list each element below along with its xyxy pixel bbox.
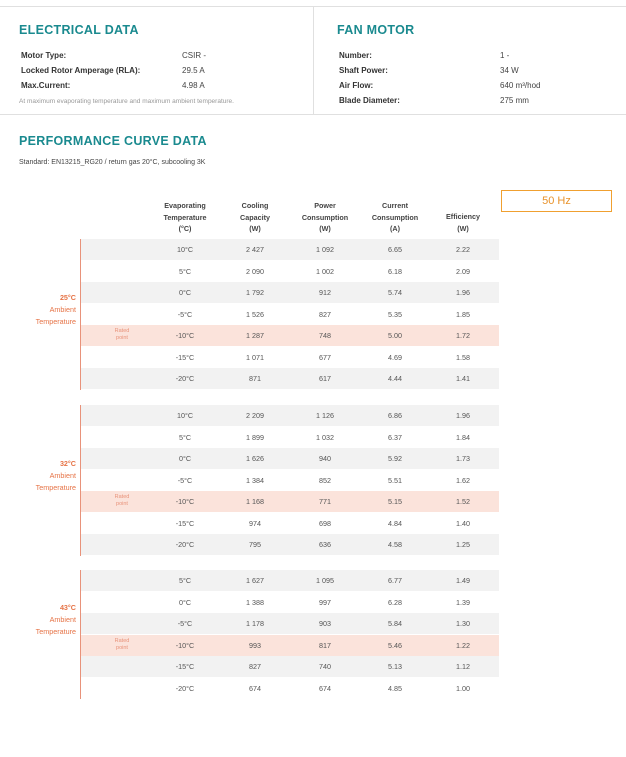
ambient-text: Ambient [49,471,76,480]
rated-point-label [107,494,137,508]
ambient-temperature-label [0,602,76,638]
cell-power-consumption: 1 032 [316,432,334,442]
cell-power-consumption: 827 [319,309,331,319]
table-row [81,534,499,555]
cell-current-consumption: 5.00 [388,331,402,340]
cell-power-consumption: 912 [319,288,331,297]
frequency-badge: 50 Hz [501,190,612,212]
table-row [81,613,499,634]
table-row [81,470,499,491]
cell-cooling-capacity: 1 792 [246,288,264,297]
cell-evaporating-temperature: -15°C [175,662,195,671]
cell-evaporating-temperature: 5°C [178,266,192,276]
cell-cooling-capacity: 1 388 [246,597,264,607]
col-header-line: Consumption [301,212,349,222]
cell-efficiency: 1.22 [456,640,470,650]
cell-evaporating-temperature: 10°C [176,245,194,254]
rated-point-text: point [116,501,128,507]
table-row [81,678,499,699]
cell-evaporating-temperature: -5°C [177,475,193,485]
cell-power-consumption: 940 [319,454,331,463]
col-header-line: Efficiency [446,212,480,221]
col-header-efficiency [423,211,503,234]
cell-evaporating-temperature: 10°C [176,411,194,420]
cell-cooling-capacity: 871 [249,374,261,383]
cell-power-consumption: 677 [319,352,331,362]
cell-current-consumption: 6.77 [388,576,402,585]
cell-efficiency: 1.41 [456,374,470,383]
cell-current-consumption: 4.44 [388,374,402,383]
cell-evaporating-temperature: -15°C [175,518,195,528]
table-row [81,513,499,534]
table-row [81,427,499,448]
table-row [81,592,499,613]
cell-power-consumption: 740 [319,662,331,671]
cell-efficiency: 1.96 [456,288,470,297]
col-header-evaporating-temperature [145,200,225,235]
table-row [81,448,499,469]
cell-evaporating-temperature: 0°C [178,454,192,463]
rated-point-label [107,328,137,342]
cell-cooling-capacity: 1 526 [246,309,264,319]
col-header-line: Temperature [163,212,207,222]
table-row-rated [81,325,499,346]
cell-cooling-capacity: 1 287 [246,331,264,340]
air-flow-value: 640 m³/hod [500,81,541,90]
cell-cooling-capacity: 1 627 [246,576,264,585]
cell-current-consumption: 5.15 [388,497,402,506]
cell-power-consumption: 1 095 [316,576,334,585]
cell-cooling-capacity: 1 168 [246,497,264,506]
table-row [81,282,499,303]
col-header-line: (W) [319,224,331,233]
cell-current-consumption: 5.13 [388,662,402,671]
cell-cooling-capacity: 674 [249,683,261,693]
cell-current-consumption: 4.85 [388,683,402,693]
cell-cooling-capacity: 1 178 [246,619,264,628]
cell-current-consumption: 6.37 [388,432,402,442]
cell-power-consumption: 1 126 [316,411,334,420]
cell-cooling-capacity: 1 899 [246,432,264,442]
table-row [81,239,499,260]
table-row [81,304,499,325]
col-header-line: Capacity [240,212,270,222]
cell-efficiency: 1.96 [456,411,470,420]
cell-cooling-capacity: 2 427 [246,245,264,254]
col-header-line: Power [314,201,336,210]
air-flow-label: Air Flow: [339,81,374,90]
rated-point-text: point [116,644,128,651]
cell-cooling-capacity: 2 090 [246,266,264,276]
cell-cooling-capacity: 827 [249,662,261,671]
col-header-line: (°C) [178,224,192,233]
cell-current-consumption: 5.51 [388,475,402,485]
cell-evaporating-temperature: 0°C [178,597,192,607]
cell-current-consumption: 5.74 [388,288,402,297]
cell-power-consumption: 636 [319,540,331,549]
cell-current-consumption: 4.58 [388,540,402,549]
cell-efficiency: 1.30 [456,619,470,628]
cell-evaporating-temperature: 5°C [178,576,192,585]
cell-efficiency: 1.25 [456,540,470,549]
cell-cooling-capacity: 2 209 [246,411,264,420]
cell-power-consumption: 698 [319,518,331,528]
cell-evaporating-temperature: -10°C [175,331,195,340]
ambient-temperature-label [0,292,76,328]
cell-cooling-capacity: 1 626 [246,454,264,463]
rated-point-text: Rated [114,494,130,500]
cell-efficiency: 1.40 [456,518,470,528]
cell-current-consumption: 6.18 [388,266,402,276]
cell-evaporating-temperature: -10°C [175,497,195,506]
ambient-text: Temperature [35,483,76,492]
table-row [81,570,499,591]
cell-evaporating-temperature: 0°C [178,288,192,297]
cell-current-consumption: 5.92 [388,454,402,463]
cell-power-consumption: 997 [319,597,331,607]
cell-power-consumption: 748 [319,331,331,340]
table-row [81,347,499,368]
col-header-power-consumption [285,200,365,235]
cell-cooling-capacity: 1 071 [246,352,264,362]
rated-point-label [107,638,137,652]
cell-efficiency: 1.72 [456,331,470,340]
cell-power-consumption: 617 [319,374,331,383]
cell-current-consumption: 6.28 [388,597,402,607]
table-row [81,261,499,282]
rated-point-text: Rated [114,328,130,334]
cell-efficiency: 1.49 [456,576,470,585]
motor-type-value: CSIR - [182,51,206,60]
cell-evaporating-temperature: -20°C [175,540,195,549]
table-row [81,656,499,677]
cell-evaporating-temperature: -15°C [175,352,195,362]
cell-cooling-capacity: 1 384 [246,475,264,485]
col-header-line: (A) [390,224,400,233]
cell-efficiency: 1.73 [456,454,470,463]
motor-type-label: Motor Type: [21,51,67,60]
ambient-text: Ambient [49,614,76,624]
ambient-text: Ambient [49,305,76,314]
ambient-text: Temperature [35,626,76,636]
ambient-text: Temperature [35,317,76,326]
cell-efficiency: 2.09 [456,266,470,276]
cell-efficiency: 2.22 [456,245,470,254]
shaft-power-label: Shaft Power: [339,66,388,75]
ambient-value: 25°C [59,293,76,302]
cell-evaporating-temperature: -10°C [175,640,195,650]
cell-cooling-capacity: 993 [249,640,261,650]
cell-current-consumption: 6.86 [388,411,402,420]
cell-cooling-capacity: 795 [249,540,261,549]
table-row-rated [81,635,499,656]
rated-point-text: Rated [114,637,130,644]
rla-value: 29.5 A [182,66,205,75]
max-current-value: 4.98 A [182,81,205,90]
cell-current-consumption: 5.46 [388,640,402,650]
cell-efficiency: 1.85 [456,309,470,319]
performance-title: PERFORMANCE CURVE DATA [19,134,207,148]
cell-efficiency: 1.12 [456,662,470,671]
cell-evaporating-temperature: -5°C [177,309,193,319]
shaft-power-value: 34 W [500,66,519,75]
ambient-temperature-label [0,458,76,494]
cell-efficiency: 1.52 [456,497,470,506]
cell-efficiency: 1.58 [456,352,470,362]
col-header-line: (W) [249,224,261,233]
col-header-line: (W) [457,223,469,233]
cell-current-consumption: 5.84 [388,619,402,628]
cell-evaporating-temperature: -20°C [175,374,195,383]
ambient-value: 43°C [59,602,76,612]
cell-evaporating-temperature: -20°C [175,683,195,693]
cell-power-consumption: 852 [319,475,331,485]
cell-efficiency: 1.00 [456,683,470,693]
cell-power-consumption: 674 [319,683,331,693]
blade-diameter-label: Blade Diameter: [339,96,400,105]
blade-diameter-value: 275 mm [500,96,529,105]
cell-power-consumption: 1 092 [316,245,334,254]
col-header-cooling-capacity [215,200,295,235]
cell-power-consumption: 817 [319,640,331,650]
rla-label: Locked Rotor Amperage (RLA): [21,66,141,75]
cell-power-consumption: 771 [319,497,331,506]
table-row [81,405,499,426]
cell-current-consumption: 5.35 [388,309,402,319]
section-divider [313,6,314,114]
cell-current-consumption: 4.69 [388,352,402,362]
cell-evaporating-temperature: -5°C [177,619,193,628]
table-row [81,368,499,389]
electrical-note: At maximum evaporating temperature and maximum ambient temperature. [19,98,234,105]
electrical-title: ELECTRICAL DATA [19,23,139,37]
cell-efficiency: 1.84 [456,432,470,442]
performance-standard: Standard: EN13215_RG20 / return gas 20°C, subcooling 3K [19,159,206,166]
fan-number-value: 1 - [500,51,510,60]
cell-power-consumption: 903 [319,619,331,628]
cell-cooling-capacity: 974 [249,518,261,528]
ambient-value: 32°C [59,459,76,468]
fan-motor-title: FAN MOTOR [337,23,415,37]
max-current-label: Max.Current: [21,81,71,90]
cell-efficiency: 1.62 [456,475,470,485]
cell-current-consumption: 4.84 [388,518,402,528]
col-header-line: Evaporating [164,201,206,210]
rated-point-text: point [116,335,128,341]
col-header-line: Consumption [371,212,419,222]
col-header-line: Cooling [241,201,269,210]
col-header-line: Current [382,201,408,210]
cell-power-consumption: 1 002 [316,266,334,276]
cell-current-consumption: 6.65 [388,245,402,254]
cell-efficiency: 1.39 [456,597,470,607]
section-bottom-border [0,114,626,115]
fan-number-label: Number: [339,51,372,60]
table-row-rated [81,491,499,512]
cell-evaporating-temperature: 5°C [178,432,192,442]
